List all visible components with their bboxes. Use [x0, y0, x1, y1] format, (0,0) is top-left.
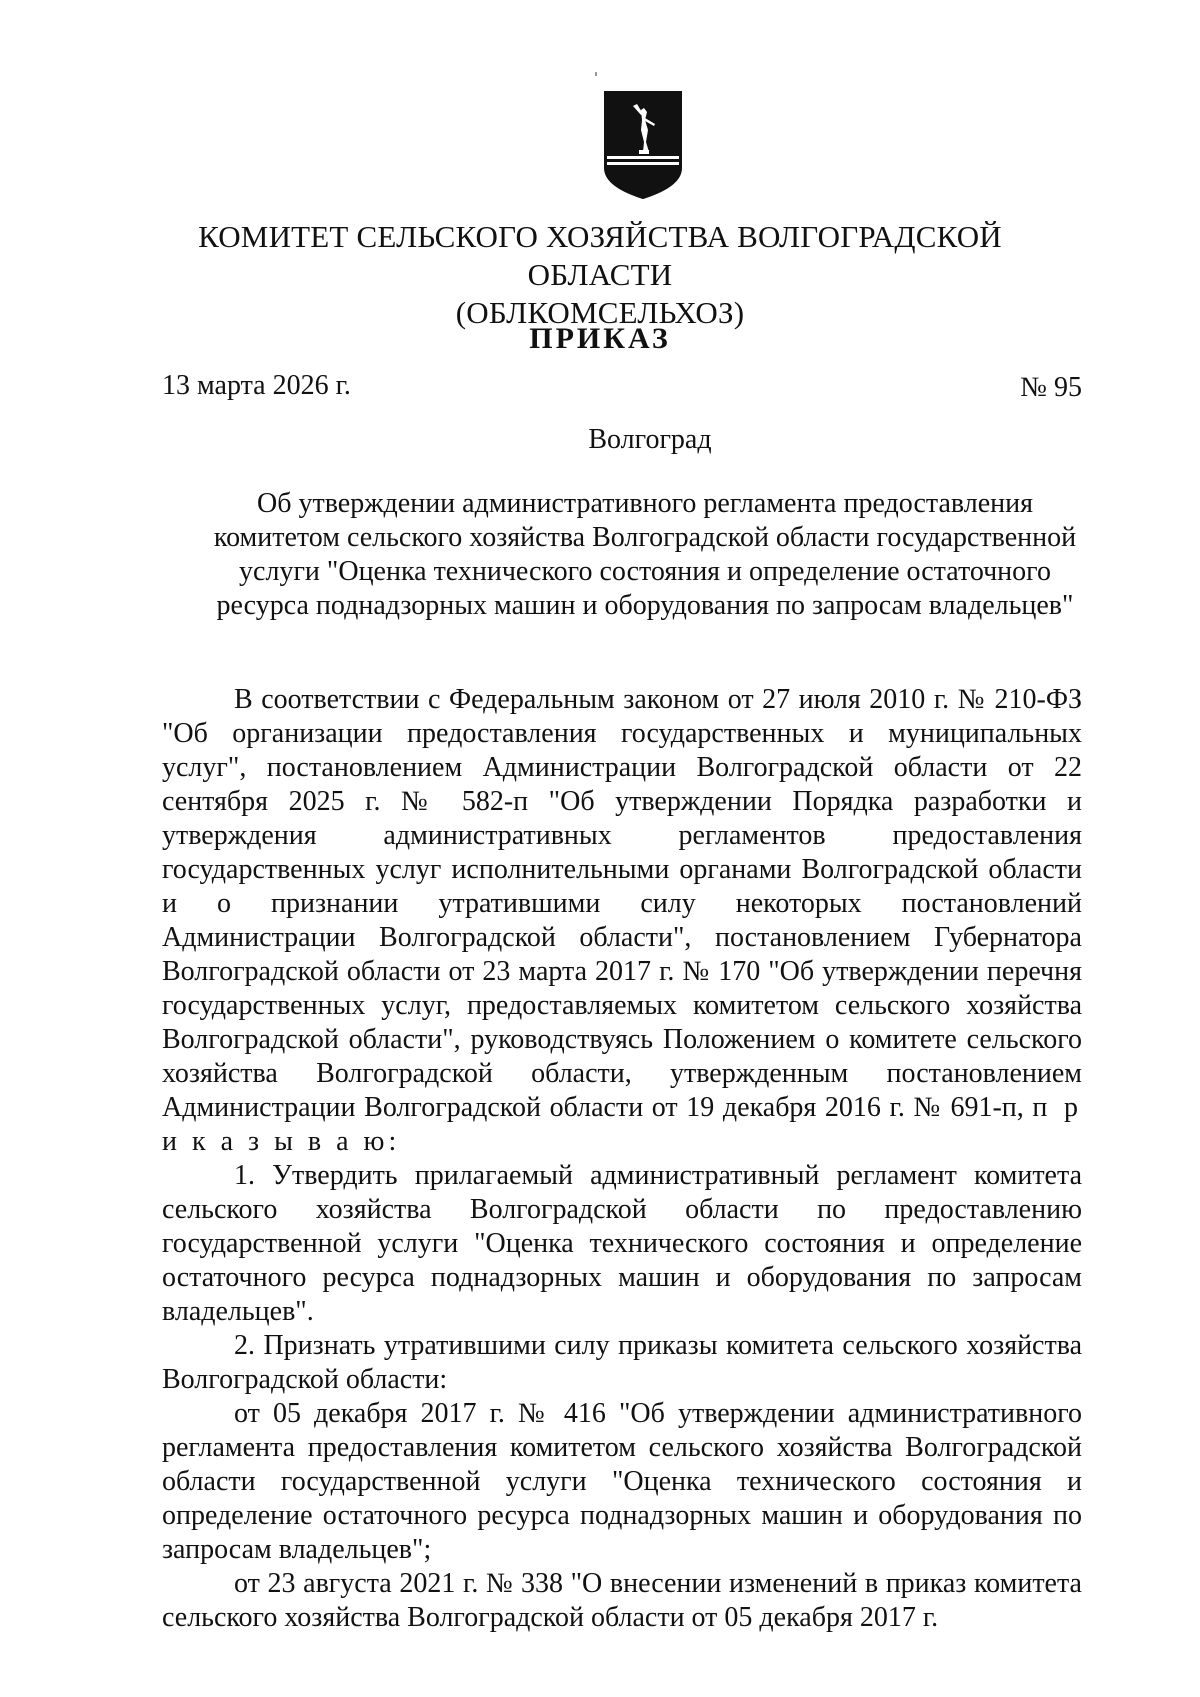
order-word: п р и к а з ы в а ю: — [162, 1092, 1082, 1157]
item-2-paragraph: 2. Признать утратившими силу приказы комитета сельского хозяйства Волгоградской области: — [162, 1330, 1082, 1395]
organization-name: КОМИТЕТ СЕЛЬСКОГО ХОЗЯЙСТВА ВОЛГОГРАДСКОЙ ОБЛАСТИ — [198, 219, 1002, 292]
item-2a-paragraph: от 05 декабря 2017 г. № 416 "Об утверждении административного регламента предоставления комитетом сельского хозяйства Волгоградской области государственной услуги "Оценка технического состояния и определение остаточного ресурса поднадзорных машин и оборудования по запросам владельцев"; — [162, 1398, 1082, 1565]
organization-abbreviation: (ОБЛКОМСЕЛЬХОЗ) — [455, 295, 745, 330]
volgograd-coat-of-arms-icon — [603, 90, 683, 200]
document-type: ПРИКАЗ — [529, 322, 671, 355]
subject-line: услуги "Оценка технического состояния и определение остаточного — [239, 556, 1051, 587]
item-2b-paragraph: от 23 августа 2021 г. № 338 "О внесении изменений в приказ комитета сельского хозяйства Волгоградской области от 05 декабря 2017 г. — [162, 1568, 1082, 1633]
document-body — [162, 683, 1082, 1635]
coat-of-arms-icon — [603, 90, 683, 200]
document-number: № 95 — [1020, 372, 1082, 403]
document-date: 13 марта 2026 г. — [162, 370, 351, 401]
document-city: Волгоград — [588, 424, 712, 455]
subject-line: Об утверждении административного регламента предоставления — [257, 488, 1033, 519]
item-1-paragraph: 1. Утвердить прилагаемый административный регламент комитета сельского хозяйства Волгоградской области по предоставлению государственной услуги "Оценка технического состояния и определение остаточного ресурса поднадзорных машин и оборудования по запросам владельцев". — [162, 1160, 1082, 1327]
subject-line: комитетом сельского хозяйства Волгоградской области государственной — [213, 522, 1077, 553]
document-subject — [150, 487, 1140, 623]
subject-line: ресурса поднадзорных машин и оборудования по запросам владельцев" — [216, 590, 1074, 621]
preamble-text: В соответствии с Федеральным законом от 27 июля 2010 г. № 210-ФЗ "Об организации предоставления государственных и муниципальных услуг", постановлением Администрации Волгоградской области от 22 сентября 2025 г. № 582-п "Об утверждении Порядка разработки и утверждения административных регламентов предоставления государственных услуг исполнительными органами Волгоградской области и о признании утратившими силу некоторых постановлений Администрации Волгоградской области", постановлением Губернатора Волгоградской области от 23 марта 2017 г. № 170 "Об утверждении перечня государственных услуг, предоставляемых комитетом сельского хозяйства Волгоградской области", руководствуясь Положением о комитете сельского хозяйства Волгоградской области, утвержденным постановлением Администрации Волгоградской области от 19 декабря 2016 г. № 691-п, — [162, 684, 1082, 1123]
preamble-paragraph — [162, 683, 1082, 1159]
organization-title — [150, 218, 1050, 332]
scan-mark — [595, 72, 597, 76]
